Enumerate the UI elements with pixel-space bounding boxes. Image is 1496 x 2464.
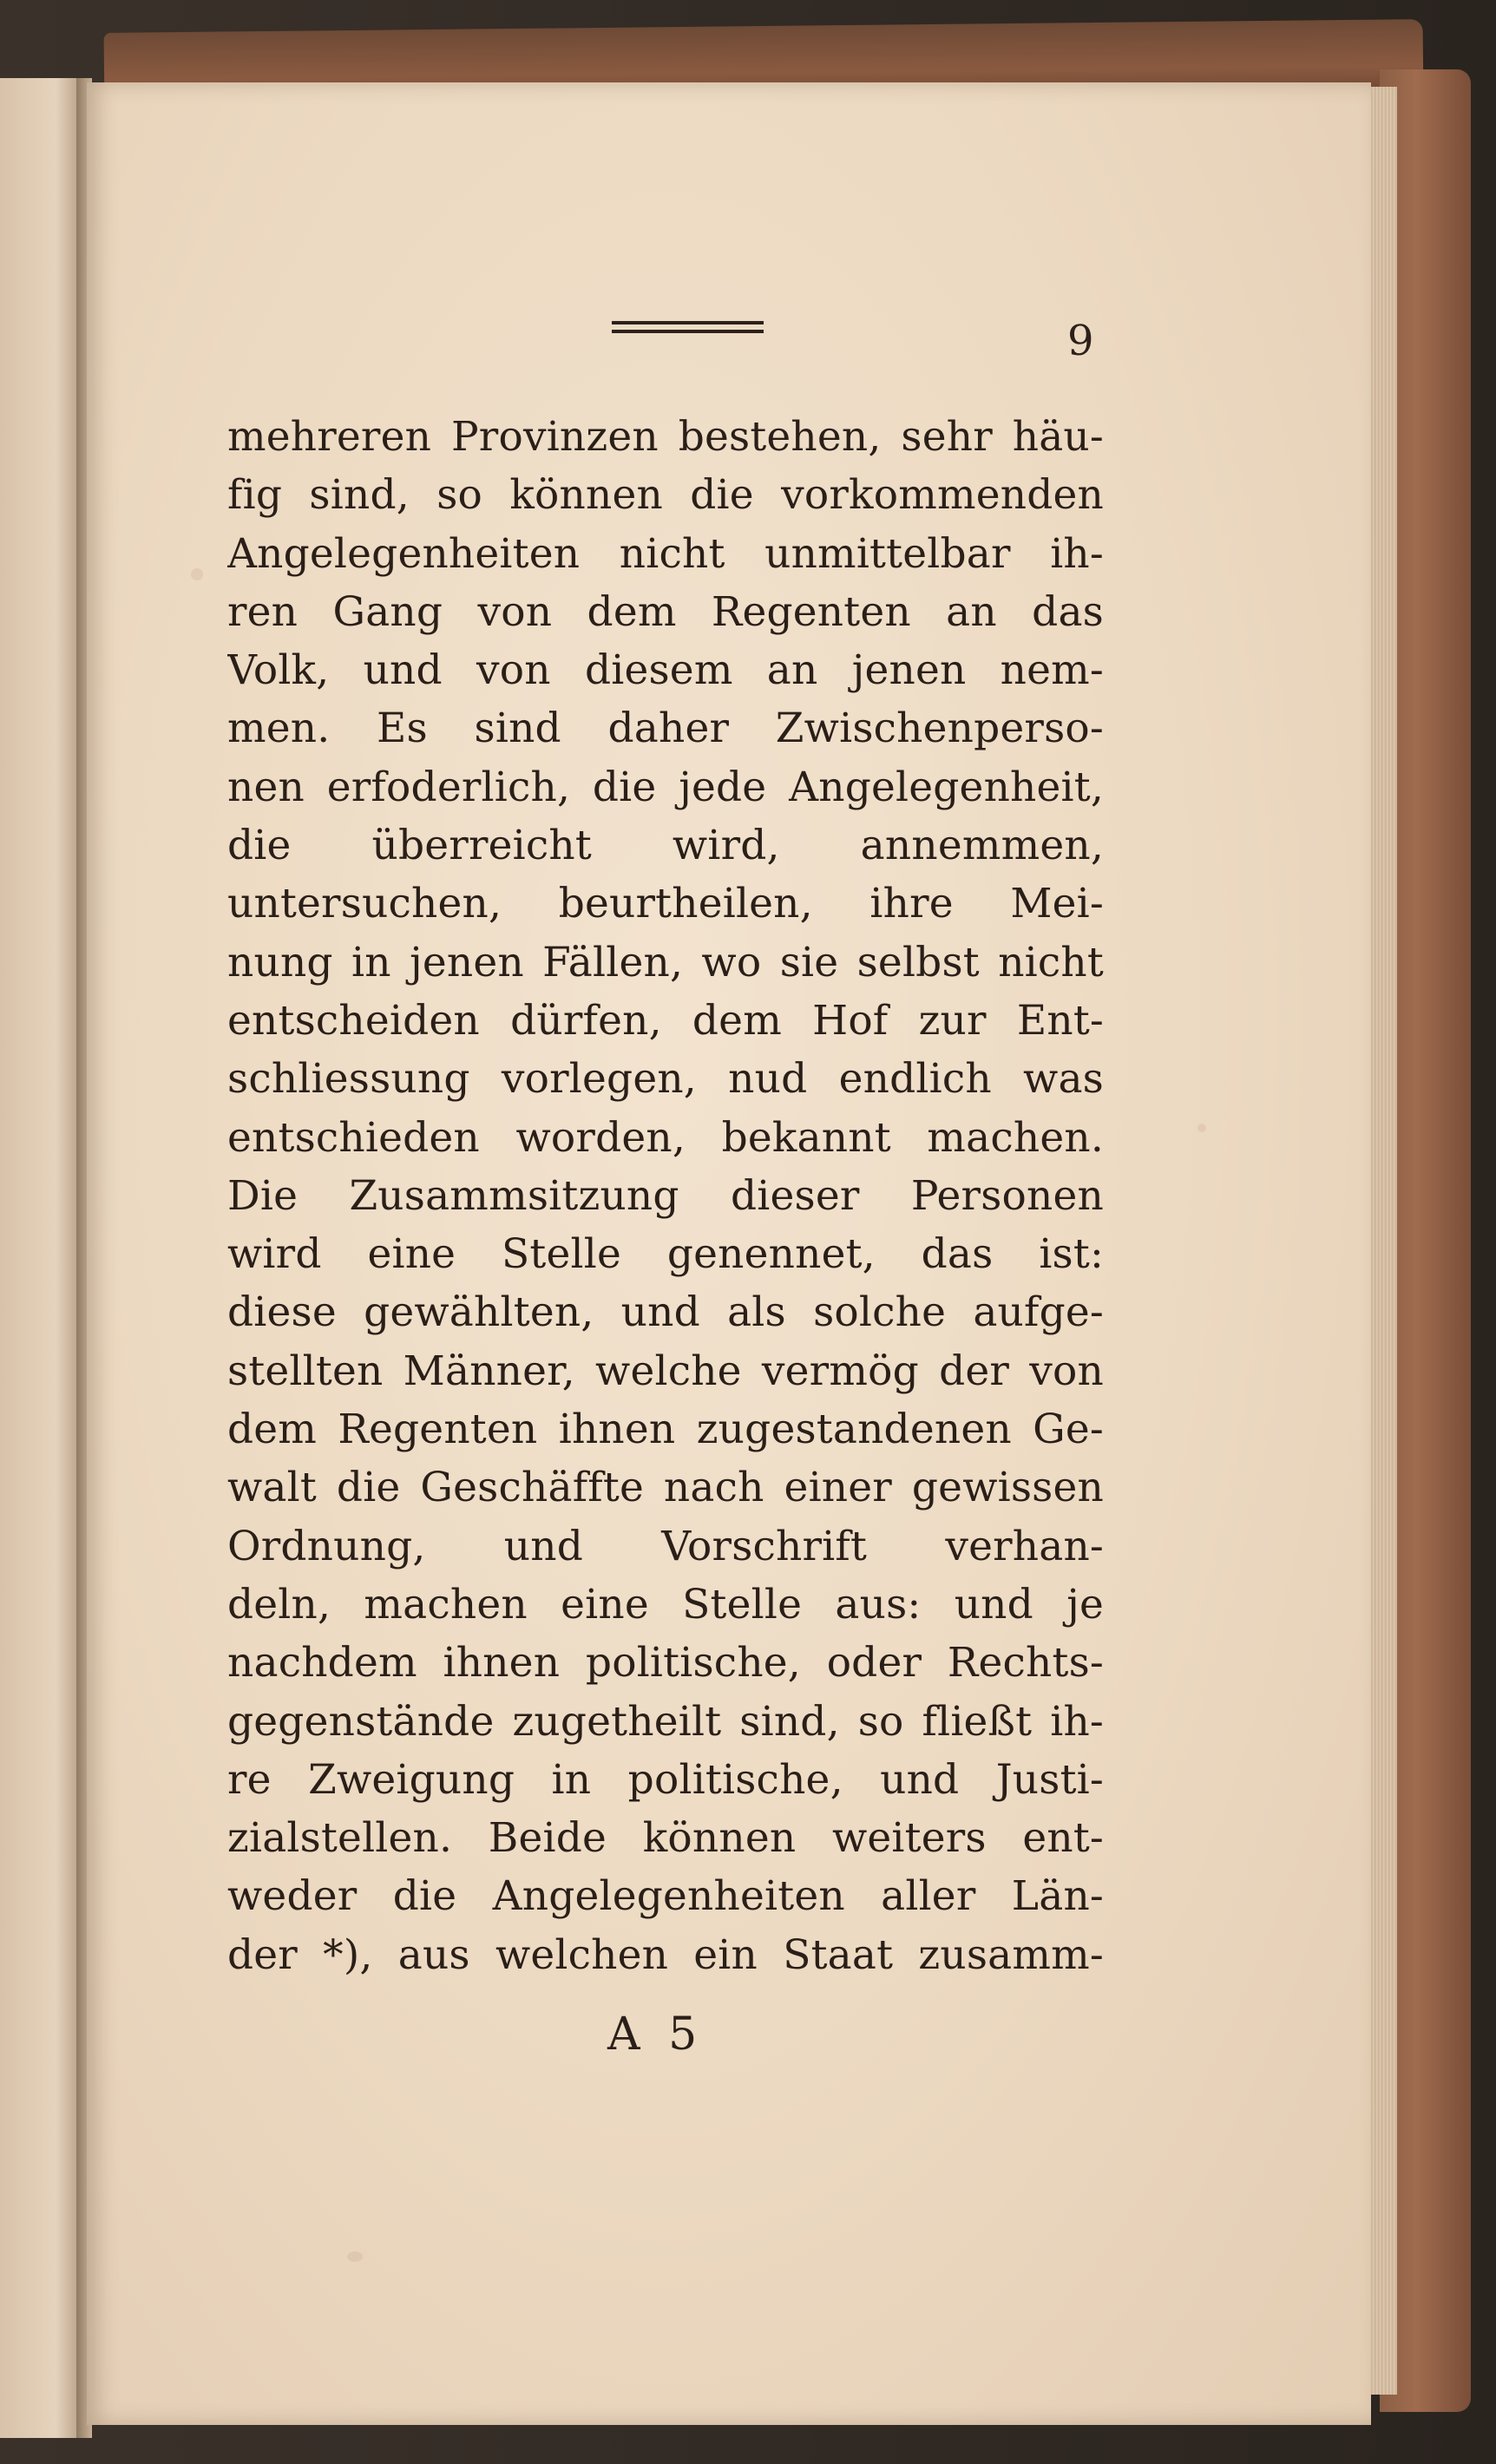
text-line: Volk, und von diesem an jenen nem- xyxy=(227,646,1104,695)
text-line: dem Regenten ihnen zugestandenen Ge- xyxy=(227,1406,1104,1454)
page-number: 9 xyxy=(1067,317,1094,365)
text-line: wird eine Stelle genennet, das ist: xyxy=(227,1230,1104,1279)
signature-mark: A 5 xyxy=(607,2009,705,2061)
text-line: Die Zusammsitzung dieser Personen xyxy=(227,1171,1104,1220)
text-line: schliessung vorlegen, nud endlich was xyxy=(227,1055,1104,1104)
text-line: fig sind, so können die vorkommenden xyxy=(227,471,1104,520)
text-line: deln, machen eine Stelle aus: und je xyxy=(227,1580,1104,1628)
text-line: Angelegenheiten nicht unmittelbar ih- xyxy=(227,529,1104,578)
paper-spot xyxy=(1197,1124,1206,1132)
text-line: re Zweigung in politische, und Justi- xyxy=(227,1755,1104,1804)
text-line: ren Gang von dem Regenten an das xyxy=(227,587,1104,636)
body-text xyxy=(227,408,1104,1984)
text-line: gegenstände zugetheilt sind, so fließt ih- xyxy=(227,1697,1104,1746)
text-line: untersuchen, beurtheilen, ihre Mei- xyxy=(227,880,1104,928)
header-rule xyxy=(612,321,764,333)
text-line: entschieden worden, bekannt machen. xyxy=(227,1113,1104,1162)
left-page-edge xyxy=(0,78,80,2438)
text-line: Ordnung, und Vorschrift verhan- xyxy=(227,1522,1104,1570)
text-line: entscheiden dürfen, dem Hof zur Ent- xyxy=(227,996,1104,1045)
text-line: mehreren Provinzen bestehen, sehr häu- xyxy=(227,413,1104,461)
text-line: weder die Angelegenheiten aller Län- xyxy=(227,1872,1104,1921)
text-line: diese gewählten, und als solche aufge- xyxy=(227,1288,1104,1337)
text-line: nachdem ihnen politische, oder Rechts- xyxy=(227,1639,1104,1687)
paper-spot xyxy=(191,568,203,580)
text-line: zialstellen. Beide können weiters ent- xyxy=(227,1814,1104,1863)
text-line: walt die Geschäffte nach einer gewissen xyxy=(227,1464,1104,1512)
page-edges xyxy=(1367,87,1397,2395)
text-line: der *), aus welchen ein Staat zusamm- xyxy=(227,1930,1104,1979)
text-line: nung in jenen Fällen, wo sie selbst nicht xyxy=(227,938,1104,986)
paper-spot xyxy=(347,2251,363,2262)
text-line: die überreicht wird, annemmen, xyxy=(227,822,1104,870)
text-line: nen erfoderlich, die jede Angelegenheit, xyxy=(227,763,1104,811)
text-line: men. Es sind daher Zwischenperso- xyxy=(227,704,1104,753)
text-line: stellten Männer, welche vermög der von xyxy=(227,1347,1104,1395)
